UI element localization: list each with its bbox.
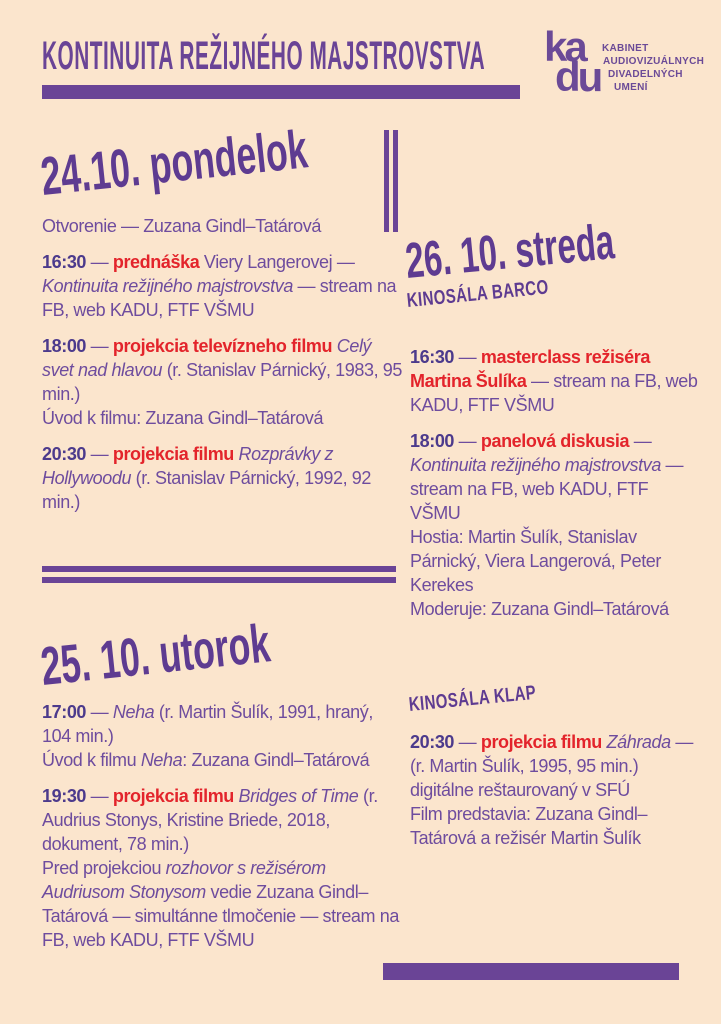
vertical-divider: [384, 130, 402, 232]
day-name: streda: [512, 213, 617, 279]
kadu-logo-mark: [544, 23, 601, 100]
logo-ka-letters: ka: [544, 23, 585, 70]
text-segment-normal: Úvod k filmu: [42, 750, 141, 770]
text-segment-normal: : Zuzana Gindl–Tatárová: [182, 750, 370, 770]
text-segment-time: 17:00: [42, 702, 87, 722]
text-segment-normal: —: [86, 252, 113, 272]
day-heading-tuesday: [38, 613, 273, 697]
text-segment-normal: Pred projekciou: [42, 858, 166, 878]
text-segment-time: 18:00: [42, 336, 87, 356]
text-segment-red: panelová diskusia: [480, 431, 630, 451]
text-segment-italic: Kontinuita režijného majstrovstva: [410, 455, 661, 475]
text-segment-italic: Kontinuita režijného majstrovstva: [42, 276, 293, 296]
text-segment-normal: —: [86, 702, 113, 722]
text-segment-italic: rozhovor s režisérom Audriusom Stonysom: [42, 858, 326, 902]
text-segment-normal: —: [86, 444, 113, 464]
program-entry: [42, 442, 404, 514]
bottom-accent-bar: [383, 963, 679, 980]
venue-label-barco: KINOSÁLA BARCO: [405, 276, 550, 312]
program-entries-tuesday: [42, 700, 404, 964]
text-segment-red: projekcia filmu: [112, 786, 234, 806]
program-entries-wednesday-barco: [410, 345, 702, 633]
program-entry: [42, 250, 404, 322]
logo-du-letters: du: [555, 52, 601, 100]
text-segment-normal: (r. Stanislav Párnický, 1992, 92 min.): [42, 468, 371, 512]
text-segment-italic: Neha: [112, 702, 155, 722]
text-segment-normal: Film predstavia: Zuzana Gindl–Tatárová a režisér Martin Šulík: [410, 804, 648, 848]
program-entry: [42, 214, 404, 238]
logo-text-line: UMENÍ: [614, 82, 648, 93]
text-segment-normal: (r. Audrius Stonys, Kristine Briede, 2018, dokument, 78 min.): [42, 786, 378, 854]
title-underline-bar: [42, 85, 520, 99]
day-heading-wednesday-block: [402, 213, 721, 312]
text-segment-normal: Hostia: Martin Šulík, Stanislav Párnický, Viera Langerová, Peter Kerekes: [410, 527, 662, 595]
day-name: utorok: [156, 613, 273, 685]
text-segment-normal: — stream na FB, web KADU, FTF VŠMU: [410, 371, 698, 415]
program-entry: [42, 700, 404, 772]
text-segment-red: projekcia filmu: [112, 444, 234, 464]
divider-line: [393, 130, 398, 232]
text-segment-normal: Otvorenie — Zuzana Gindl–Tatárová: [42, 216, 321, 236]
logo-text-line: AUDIOVIZUÁLNYCH: [603, 56, 705, 67]
text-segment-normal: Úvod k filmu: Zuzana Gindl–Tatárová: [42, 408, 324, 428]
text-segment-italic: Celý svet nad hlavou: [42, 336, 372, 380]
text-segment-italic: Bridges of Time: [238, 786, 359, 806]
program-entry: [410, 429, 702, 621]
program-entry: [410, 730, 702, 850]
logo-text-line: KABINET: [602, 43, 649, 54]
text-segment-normal: —: [454, 347, 481, 367]
divider-line: [42, 577, 396, 583]
text-segment-time: 16:30: [410, 347, 455, 367]
text-segment-normal: (r. Martin Šulík, 1991, hraný, 104 min.): [42, 702, 373, 746]
day-date: 24.10.: [38, 136, 143, 207]
text-segment-time: 19:30: [42, 786, 87, 806]
text-segment-normal: — stream na FB, web KADU, FTF VŠMU: [42, 276, 397, 320]
text-segment-normal: (r. Stanislav Párnický, 1983, 95 min.): [42, 360, 403, 404]
text-segment-normal: Moderuje: Zuzana Gindl–Tatárová: [410, 599, 669, 619]
text-segment-time: 20:30: [42, 444, 87, 464]
text-segment-normal: — (r. Martin Šulík, 1995, 95 min.) digitálne reštaurovaný v SFÚ: [410, 732, 693, 800]
text-segment-normal: —: [86, 336, 113, 356]
text-segment-time: 20:30: [410, 732, 455, 752]
text-segment-red: projekcia filmu: [480, 732, 602, 752]
text-segment-red: projekcia televízneho filmu: [112, 336, 333, 356]
text-segment-normal: —: [454, 431, 481, 451]
program-entries-wednesday-klap: [410, 730, 702, 862]
day-date: 25. 10.: [38, 625, 153, 697]
program-entries-monday: [42, 214, 404, 526]
text-segment-time: 18:00: [410, 431, 455, 451]
text-segment-red: masterclass režiséra Martina Šulíka: [410, 347, 650, 391]
divider-line: [42, 566, 396, 572]
text-segment-normal: — stream na FB, web KADU, FTF VŠMU: [410, 455, 684, 523]
horizontal-divider: [42, 566, 396, 588]
text-segment-normal: —: [454, 732, 481, 752]
day-date: 26. 10.: [402, 223, 509, 289]
text-segment-italic: Neha: [140, 750, 183, 770]
day-name: pondelok: [146, 119, 311, 196]
text-segment-normal: —: [629, 431, 652, 451]
text-segment-time: 16:30: [42, 252, 87, 272]
text-segment-normal: vedie Zuzana Gindl–Tatárová — simultánne tlmočenie — stream na FB, web KADU, FTF VŠMU: [42, 882, 399, 950]
text-segment-normal: Viery Langerovej —: [199, 252, 355, 272]
program-entry: [42, 334, 404, 430]
kadu-logo-text: [602, 42, 704, 94]
logo-text-line: DIVADELNÝCH: [608, 69, 683, 80]
program-entry: [42, 784, 404, 952]
day-heading-monday: [38, 119, 311, 207]
text-segment-normal: —: [86, 786, 113, 806]
poster-title: KONTINUITA REŽIJNÉHO MAJSTROVSTVA: [42, 34, 486, 78]
divider-line: [384, 130, 389, 232]
text-segment-italic: Záhrada: [606, 732, 671, 752]
text-segment-red: prednáška: [112, 252, 200, 272]
text-segment-italic: Rozprávky z Hollywoodu: [42, 444, 334, 488]
kadu-logo: [544, 23, 705, 100]
venue-label-klap: KINOSÁLA KLAP: [407, 681, 538, 716]
program-entry: [410, 345, 702, 417]
